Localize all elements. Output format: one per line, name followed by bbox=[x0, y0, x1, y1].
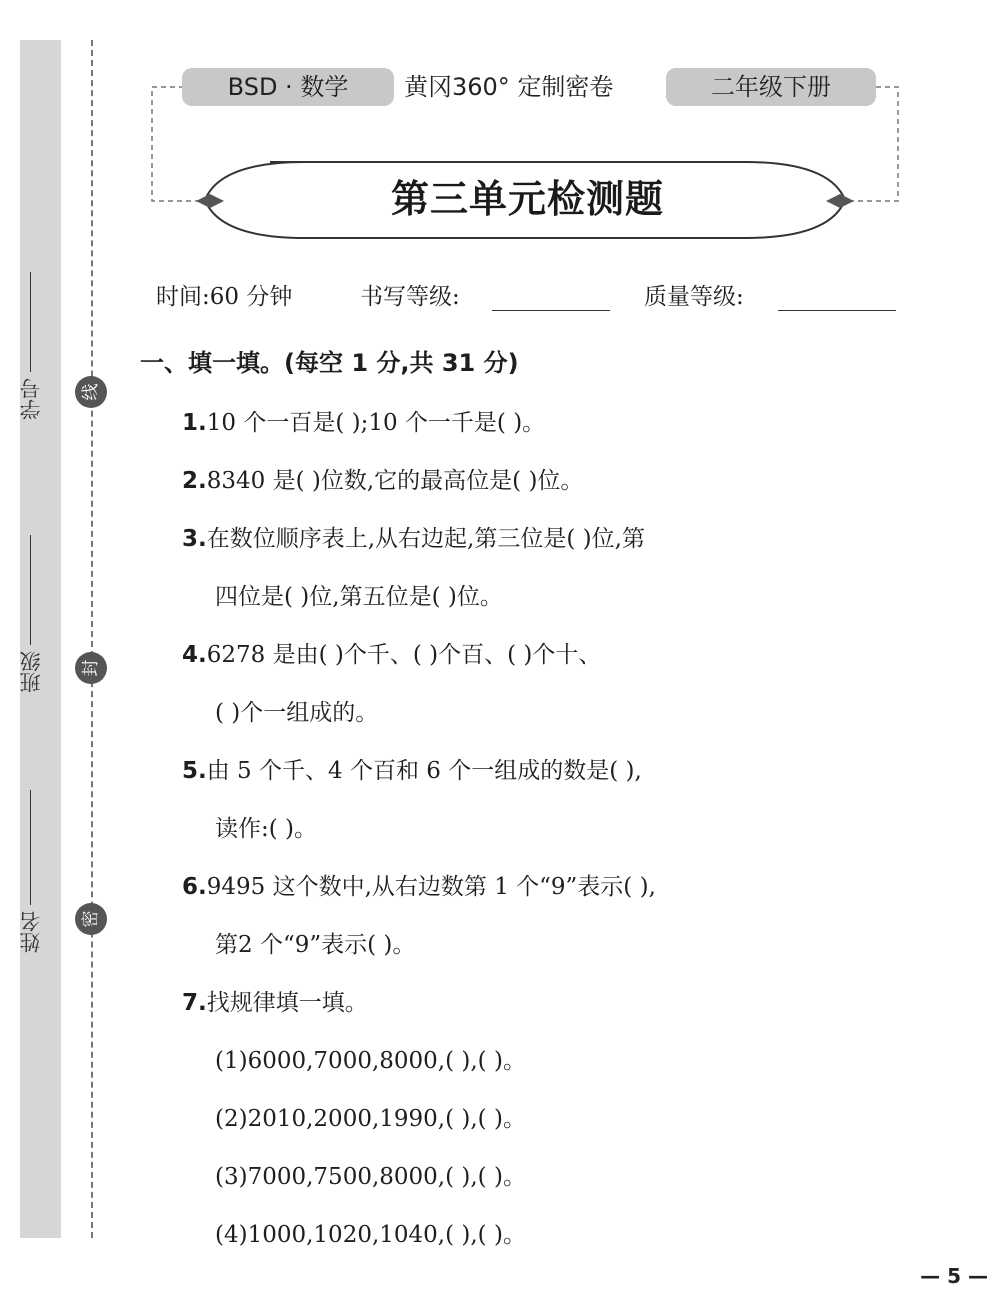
seal-line-icon: 线 bbox=[75, 376, 107, 408]
class-label: 班级 bbox=[19, 651, 43, 693]
writing-grade-blank[interactable] bbox=[492, 310, 610, 311]
question-number: 3. bbox=[182, 526, 207, 552]
subject-badge: BSD · 数学 bbox=[182, 68, 394, 106]
pattern-item-2: (2)2010,2000,1990,( ),( )。 bbox=[215, 1106, 526, 1132]
student-id-field[interactable] bbox=[20, 272, 61, 420]
question-4 bbox=[182, 638, 601, 672]
question-7 bbox=[182, 986, 368, 1020]
pattern-item-4: (4)1000,1020,1040,( ),( )。 bbox=[215, 1222, 526, 1248]
page-number: — 5 — bbox=[920, 1264, 988, 1288]
question-number: 4. bbox=[182, 642, 207, 668]
name-field[interactable] bbox=[20, 790, 61, 953]
question-number: 6. bbox=[182, 874, 207, 900]
question-6 bbox=[182, 870, 656, 904]
question-text: 9495 这个数中,从右边数第 1 个“9”表示( ), bbox=[206, 874, 656, 900]
grade-badge: 二年级下册 bbox=[666, 68, 876, 106]
question-number: 7. bbox=[182, 990, 207, 1016]
name-label: 姓名 bbox=[19, 911, 43, 953]
question-text: 6278 是由( )个千、( )个百、( )个十、 bbox=[206, 642, 602, 668]
question-3-continued: 四位是( )位,第五位是( )位。 bbox=[215, 584, 503, 610]
question-text: 8340 是( )位数,它的最高位是( )位。 bbox=[206, 468, 584, 494]
page-title: 第三单元检测题 bbox=[390, 177, 664, 221]
question-6-continued: 第2 个“9”表示( )。 bbox=[215, 932, 416, 958]
series-title: 黄冈360° 定制密卷 bbox=[404, 73, 614, 101]
binding-cut-line bbox=[91, 40, 93, 1238]
question-5-continued: 读作:( )。 bbox=[215, 816, 318, 842]
quality-grade-label: 质量等级: bbox=[644, 284, 744, 310]
seal-seal-icon: 封 bbox=[75, 652, 107, 684]
question-number: 1. bbox=[182, 410, 207, 436]
question-5 bbox=[182, 754, 642, 788]
pattern-item-1: (1)6000,7000,8000,( ),( )。 bbox=[215, 1048, 526, 1074]
question-2 bbox=[182, 464, 583, 498]
question-4-continued: ( )个一组成的。 bbox=[215, 700, 379, 726]
question-text: 找规律填一填。 bbox=[206, 990, 368, 1016]
section-title: 一、填一填。(每空 1 分,共 31 分) bbox=[140, 349, 519, 377]
question-number: 5. bbox=[182, 758, 207, 784]
question-1 bbox=[182, 406, 545, 440]
writing-grade-label: 书写等级: bbox=[360, 284, 460, 310]
question-text: 10 个一百是( );10 个一千是( )。 bbox=[206, 410, 546, 436]
question-3 bbox=[182, 522, 645, 556]
class-field[interactable] bbox=[20, 535, 61, 693]
question-number: 2. bbox=[182, 468, 207, 494]
pattern-item-3: (3)7000,7500,8000,( ),( )。 bbox=[215, 1164, 526, 1190]
student-id-label: 学号 bbox=[19, 378, 43, 420]
quality-grade-blank[interactable] bbox=[778, 310, 896, 311]
time-limit: 时间:60 分钟 bbox=[156, 284, 293, 310]
seal-secret-icon: 密 bbox=[75, 903, 107, 935]
question-text: 在数位顺序表上,从右边起,第三位是( )位,第 bbox=[206, 526, 645, 552]
question-text: 由 5 个千、4 个百和 6 个一组成的数是( ), bbox=[206, 758, 642, 784]
